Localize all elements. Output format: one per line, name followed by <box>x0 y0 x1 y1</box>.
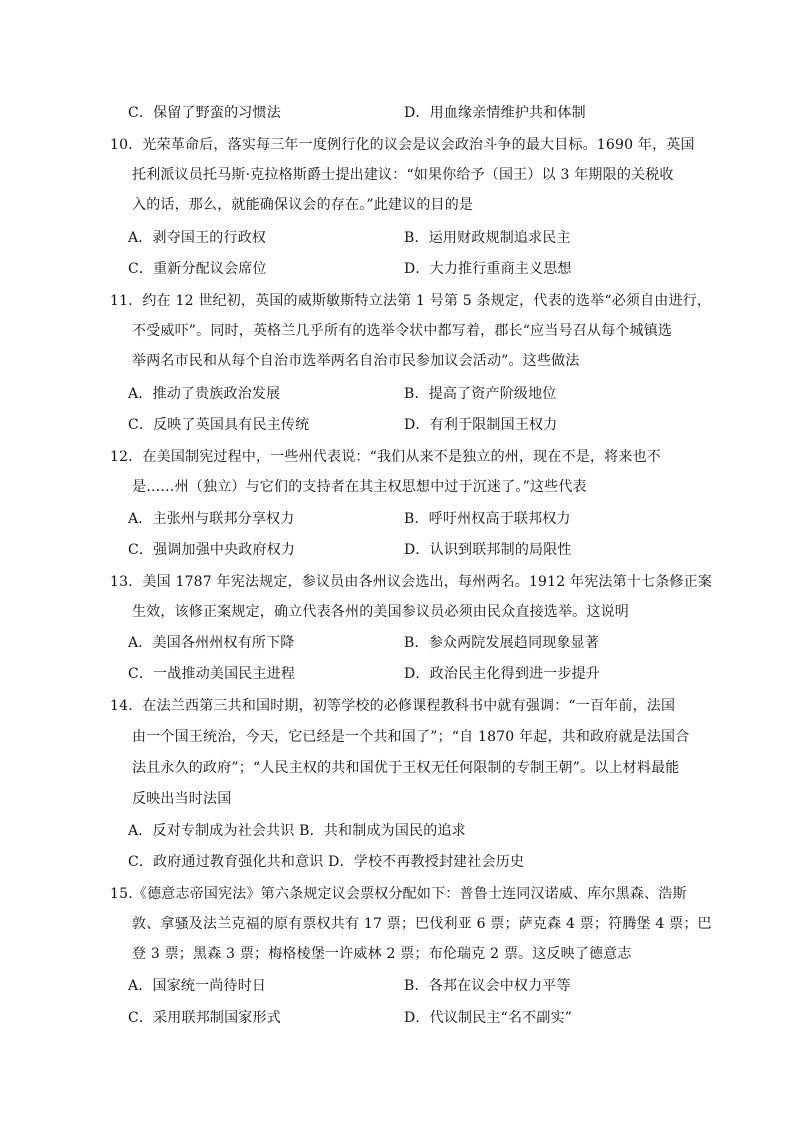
q12-option-a: A．主张州与联邦分享权力 <box>128 511 295 527</box>
q14-options-cd: C．政府通过教育强化共和意识 D．学校不再教授封建社会历史 <box>128 854 525 870</box>
q11-stem-line-1: 11．约在 12 世纪初，英国的威斯敏斯特立法第 1 号第 5 条规定，代表的选举“必须自由进行， <box>110 293 712 309</box>
q10-stem-line-2: 托利派议员托马斯·克拉格斯爵士提出建议：“如果你给予（国王）以 3 年期限的关税收 <box>132 167 674 183</box>
q13-option-a: A．美国各州州权有所下降 <box>128 635 295 651</box>
q10-option-d: D．大力推行重商主义思想 <box>404 261 572 277</box>
q15-option-d: D．代议制民主“名不副实” <box>404 1010 573 1026</box>
q10-stem-line-1: 10．光荣革命后，落实每三年一度例行化的议会是议会政治斗争的最大目标。1690 年，英国 <box>110 137 695 153</box>
q13-option-d: D．政治民主化得到进一步提升 <box>404 666 601 682</box>
q15-option-b: B．各邦在议会中权力平等 <box>404 978 571 994</box>
q14-stem-line-4: 反映出当时法国 <box>132 791 232 807</box>
q15-option-a: A．国家统一尚待时日 <box>128 978 267 994</box>
q14-stem-line-1: 14．在法兰西第三共和国时期，初等学校的必修课程教科书中就有强调：“一百年前，法国 <box>110 698 676 714</box>
q15-option-c: C．采用联邦制国家形式 <box>128 1010 281 1026</box>
q11-stem-line-2: 不受威吓”。同时，英格兰几乎所有的选举令状中都写着，郡长“应当号召从每个城镇选 <box>132 323 673 339</box>
q10-option-a: A．剥夺国王的行政权 <box>128 230 267 246</box>
q10-option-c: C．重新分配议会席位 <box>128 261 267 277</box>
q13-stem-line-1: 13．美国 1787 年宪法规定，参议员由各州议会选出，每州两名。1912 年宪法第十七条修正案 <box>110 574 713 590</box>
q11-option-a: A．推动了贵族政治发展 <box>128 386 281 402</box>
q10-stem-line-3: 入的话，那么，就能确保议会的存在。”此建议的目的是 <box>132 197 474 213</box>
q12-option-c: C．强调加强中央政府权力 <box>128 542 296 558</box>
q12-stem-line-2: 是……州（独立）与它们的支持者在其主权思想中过于沉迷了。”这些代表 <box>132 479 587 495</box>
q12-stem-line-1: 12．在美国制宪过程中，一些州代表说：“我们从来不是独立的州，现在不是，将来也不 <box>110 449 661 465</box>
q15-stem-line-1: 15.《德意志帝国宪法》第六条规定议会票权分配如下：普鲁士连同汉诺威、库尔黑森、浩斯 <box>110 886 687 902</box>
q14-stem-line-3: 法且永久的政府”；“人民主权的共和国优于王权无任何限制的专制王朝”。以上材料最能 <box>132 760 680 776</box>
q14-options-ab: A．反对专制成为社会共识 B．共和制成为国民的追求 <box>128 823 466 839</box>
q13-stem-line-2: 生效，该修正案规定，确立代表各州的美国参议员必须由民众直接选举。这说明 <box>132 604 629 620</box>
q9-option-c: C．保留了野蛮的习惯法 <box>128 105 281 121</box>
q15-stem-line-3: 登 3 票；黑森 3 票；梅格棱堡一许威林 2 票；布伦瑞克 2 票。这反映了德意志 <box>132 946 632 962</box>
q9-option-d: D．用血缘亲情维护共和体制 <box>404 105 586 121</box>
q12-option-d: D．认识到联邦制的局限性 <box>404 542 572 558</box>
q12-option-b: B．呼吁州权高于联邦权力 <box>404 511 571 527</box>
q15-stem-line-2: 敦、拿骚及法兰克福的原有票权共有 17 票；巴伐利亚 6 票；萨克森 4 票；符腾堡 4 票；巴 <box>132 916 712 932</box>
q11-option-c: C．反映了英国具有民主传统 <box>128 417 310 433</box>
q11-stem-line-3: 举两名市民和从每个自治市选举两名自治市民参加议会活动”。这些做法 <box>132 353 580 369</box>
q13-option-b: B．参众两院发展趋同现象显著 <box>404 635 600 651</box>
q14-stem-line-2: 由一个国王统治，今天，它已经是一个共和国了”；“自 1870 年起，共和政府就是法国合 <box>132 729 690 745</box>
q13-option-c: C．一战推动美国民主进程 <box>128 666 296 682</box>
q11-option-b: B．提高了资产阶级地位 <box>404 386 557 402</box>
q11-option-d: D．有利于限制国王权力 <box>404 417 558 433</box>
q10-option-b: B．运用财政规制追求民主 <box>404 230 571 246</box>
